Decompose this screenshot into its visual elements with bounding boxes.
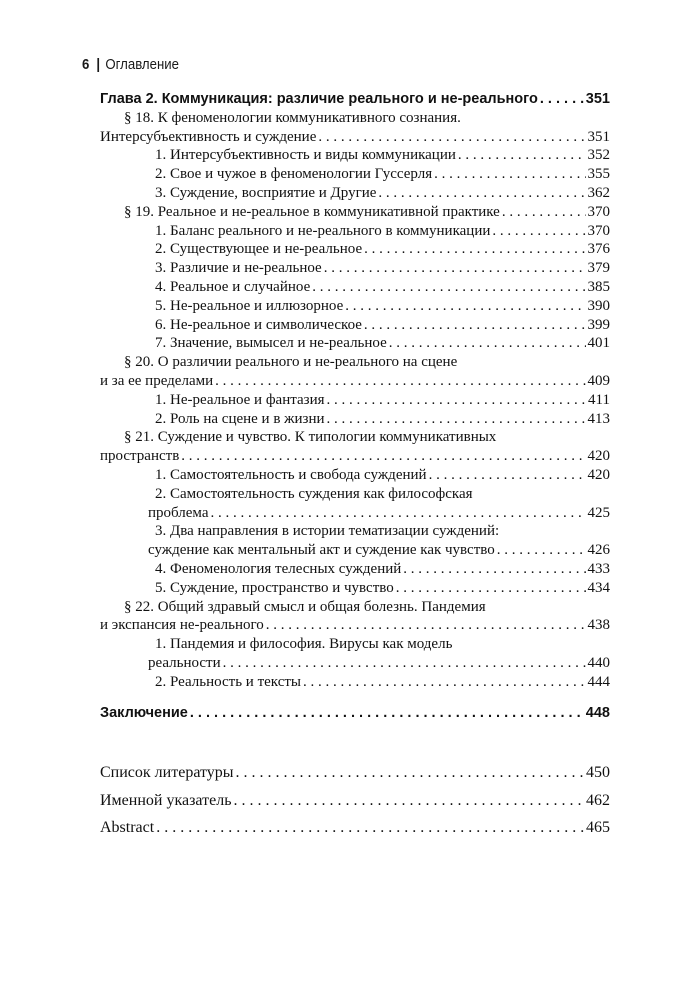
leader-dots xyxy=(403,560,585,579)
section-title: § 21. Суждение и чувство. К типологии коммуникативных xyxy=(124,429,497,446)
subsection-title: 1. Интерсубъективность и виды коммуникации xyxy=(155,147,456,164)
subsection-page: 379 xyxy=(587,260,610,277)
leader-dots xyxy=(458,146,586,165)
subsection-entry[interactable] xyxy=(100,466,610,485)
section-title: § 22. Общий здравый смысл и общая болезнь. Пандемия xyxy=(124,598,486,615)
subsection-page: 440 xyxy=(587,654,610,671)
subsection-title: 3. Суждение, восприятие и Другие xyxy=(155,184,377,201)
leader-dots xyxy=(233,787,584,815)
subsection-entry[interactable] xyxy=(100,222,610,241)
subsection-entry-line2[interactable] xyxy=(100,504,610,523)
section-19-entry[interactable] xyxy=(100,203,610,222)
subsection-page: 444 xyxy=(587,673,610,690)
back-matter-title: Именной указатель xyxy=(100,791,232,809)
subsection-page: 362 xyxy=(587,184,610,201)
subsection-title: 6. Не-реальное и символическое xyxy=(155,316,362,333)
leader-dots xyxy=(190,704,584,723)
section-20-line1[interactable] xyxy=(100,353,610,372)
section-page: 370 xyxy=(587,203,610,220)
leader-dots xyxy=(364,316,586,335)
subsection-page: 376 xyxy=(587,241,610,258)
subsection-title: 5. Не-реальное и иллюзорное xyxy=(155,297,344,314)
leader-dots xyxy=(223,654,586,673)
leader-dots xyxy=(540,90,584,109)
back-matter-page: 462 xyxy=(586,791,610,809)
section-22-line2[interactable] xyxy=(100,616,610,635)
leader-dots xyxy=(215,372,585,391)
leader-dots xyxy=(497,541,586,560)
subsection-title-cont: проблема xyxy=(148,504,209,521)
subsection-page: 413 xyxy=(587,410,610,427)
subsection-page: 399 xyxy=(587,316,610,333)
section-18-line2[interactable] xyxy=(100,128,610,147)
subsection-entry[interactable] xyxy=(100,391,610,410)
subsection-page: 420 xyxy=(587,466,610,483)
subsection-page: 355 xyxy=(587,166,610,183)
subsection-entry[interactable] xyxy=(100,184,610,203)
leader-dots xyxy=(492,222,585,241)
spacer xyxy=(100,722,610,759)
leader-dots xyxy=(364,240,585,259)
section-title-cont: и экспансия не-реального xyxy=(100,617,264,634)
leader-dots xyxy=(327,391,587,410)
subsection-entry-line2[interactable] xyxy=(100,654,610,673)
subsection-title: 5. Суждение, пространство и чувство xyxy=(155,579,394,596)
subsection-title: 7. Значение, вымысел и не-реальное xyxy=(155,335,387,352)
subsection-entry[interactable] xyxy=(100,410,610,429)
conclusion-entry[interactable] xyxy=(100,704,610,723)
leader-dots xyxy=(327,410,586,429)
subsection-entry-line1[interactable] xyxy=(100,485,610,504)
section-title-cont: и за ее пределами xyxy=(100,372,214,389)
leader-dots xyxy=(378,184,585,203)
conclusion-title: Заключение xyxy=(100,704,188,721)
running-title: Оглавление xyxy=(105,56,179,73)
leader-dots xyxy=(345,297,585,316)
leader-dots xyxy=(429,466,586,485)
section-page: 438 xyxy=(587,617,610,634)
section-22-line1[interactable] xyxy=(100,598,610,617)
subsection-entry[interactable] xyxy=(100,579,610,598)
subsection-entry[interactable] xyxy=(100,316,610,335)
subsection-page: 370 xyxy=(587,222,610,239)
subsection-entry-line1[interactable] xyxy=(100,522,610,541)
table-of-contents xyxy=(100,90,610,842)
subsection-entry[interactable] xyxy=(100,259,610,278)
leader-dots xyxy=(389,334,586,353)
running-head xyxy=(82,56,179,74)
section-page: 351 xyxy=(587,128,610,145)
chapter-page: 351 xyxy=(585,91,610,107)
spacer xyxy=(100,692,610,704)
back-matter-title: Abstract xyxy=(100,819,155,837)
chapter-title: Глава 2. Коммуникация: различие реального и не-реального xyxy=(100,91,538,107)
page-number: 6 xyxy=(82,56,90,73)
abstract-entry[interactable] xyxy=(100,814,610,842)
subsection-page: 352 xyxy=(587,147,610,164)
leader-dots xyxy=(324,259,586,278)
section-18-line1[interactable] xyxy=(100,109,610,128)
subsection-entry[interactable] xyxy=(100,297,610,316)
subsection-page: 411 xyxy=(588,391,610,408)
subsection-page: 385 xyxy=(587,278,610,295)
subsection-title: 1. Не-реальное и фантазия xyxy=(155,391,325,408)
subsection-title: 1. Баланс реального и не-реального в коммуникации xyxy=(155,222,491,239)
subsection-entry[interactable] xyxy=(100,334,610,353)
subsection-page: 433 xyxy=(587,560,610,577)
subsection-title: 3. Различие и не-реальное xyxy=(155,260,322,277)
section-title-cont: пространств xyxy=(100,448,180,465)
conclusion-page: 448 xyxy=(585,704,610,721)
leader-dots xyxy=(502,203,586,222)
leader-dots xyxy=(266,616,586,635)
leader-dots xyxy=(318,128,585,147)
subsection-page: 434 xyxy=(587,579,610,596)
subsection-entry[interactable] xyxy=(100,146,610,165)
subsection-page: 425 xyxy=(587,504,610,521)
subsection-title: 4. Феноменология телесных суждений xyxy=(155,560,402,577)
section-title-cont: Интерсубъективность и суждение xyxy=(100,128,317,145)
subsection-page: 426 xyxy=(587,542,610,559)
subsection-title-cont: суждение как ментальный акт и суждение как чувство xyxy=(148,542,495,559)
leader-dots xyxy=(181,447,585,466)
section-20-line2[interactable] xyxy=(100,372,610,391)
leader-dots xyxy=(303,673,585,692)
subsection-entry[interactable] xyxy=(100,165,610,184)
subsection-title: 2. Существующее и не-реальное xyxy=(155,241,363,258)
subsection-title: 2. Свое и чужое в феноменологии Гуссерля xyxy=(155,166,433,183)
back-matter-page: 465 xyxy=(586,819,610,837)
leader-dots xyxy=(396,579,586,598)
subsection-page: 401 xyxy=(587,335,610,352)
subsection-entry-line1[interactable] xyxy=(100,635,610,654)
back-matter xyxy=(100,759,610,842)
subsection-entry[interactable] xyxy=(100,278,610,297)
subsection-title: 2. Самостоятельность суждения как философская xyxy=(155,485,473,502)
subsection-page: 390 xyxy=(587,297,610,314)
subsection-title: 1. Пандемия и философия. Вирусы как модель xyxy=(155,636,453,653)
subsection-title: 3. Два направления в истории тематизации суждений: xyxy=(155,523,500,540)
back-matter-page: 450 xyxy=(586,764,610,782)
leader-dots xyxy=(236,759,584,787)
section-21-line2[interactable] xyxy=(100,447,610,466)
leader-dots xyxy=(434,165,585,184)
header-separator: | xyxy=(96,56,101,73)
section-page: 409 xyxy=(587,372,610,389)
subsection-title: 4. Реальное и случайное xyxy=(155,278,311,295)
subsection-title: 1. Самостоятельность и свобода суждений xyxy=(155,466,427,483)
leader-dots xyxy=(156,814,584,842)
section-21-line1[interactable] xyxy=(100,428,610,447)
section-title: § 19. Реальное и не-реальное в коммуникативной практике xyxy=(124,203,500,220)
back-matter-title: Список литературы xyxy=(100,764,234,782)
bibliography-entry[interactable] xyxy=(100,759,610,787)
leader-dots xyxy=(312,278,585,297)
section-title: § 18. К феноменологии коммуникативного сознания. xyxy=(124,109,461,126)
subsection-entry[interactable] xyxy=(100,240,610,259)
subsection-title: 2. Реальность и тексты xyxy=(155,673,302,690)
subsection-entry[interactable] xyxy=(100,560,610,579)
section-page: 420 xyxy=(587,448,610,465)
subsection-title-cont: реальности xyxy=(148,654,221,671)
leader-dots xyxy=(210,504,585,523)
section-title: § 20. О различии реального и не-реального на сцене xyxy=(124,354,458,371)
subsection-title: 2. Роль на сцене и в жизни xyxy=(155,410,325,427)
subsection-entry[interactable] xyxy=(100,673,610,692)
chapter-entry[interactable] xyxy=(100,90,610,109)
name-index-entry[interactable] xyxy=(100,787,610,815)
subsection-entry-line2[interactable] xyxy=(100,541,610,560)
